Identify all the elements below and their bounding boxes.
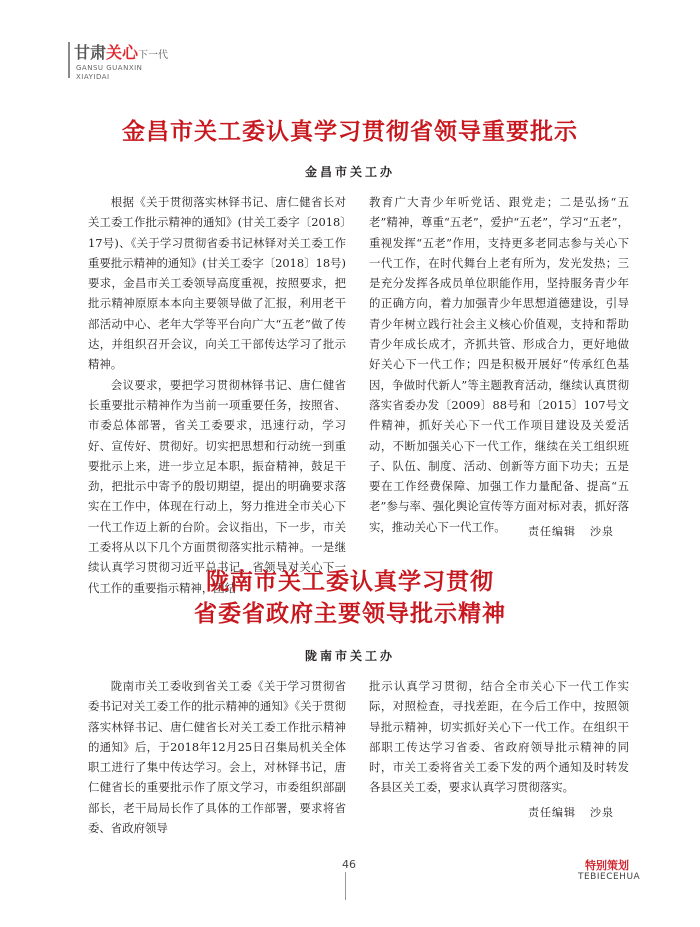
article2-column-right — [369, 676, 629, 798]
article2-editor-credit — [528, 804, 614, 820]
article1-author: 金昌市关工办 — [304, 165, 395, 179]
editor-name: 沙泉 — [590, 525, 614, 538]
article1-paragraph-1: 根据《关于贯彻落实林铎书记、唐仁健省长对关工委工作批示精神的通知》(甘关工委字〔2018〕17号)、《关于学习贯彻省委书记林铎对关工委工作重要批示精神的通知》(甘关工委字〔2018〕18号)要求，金昌市关工委领导高度重视，按照要求，把批示精神原原本本向主要领导做了汇报，利用老干部活动中心、老年大学等平台向广大“五老”做了传达，并组织召开会议，向关工干部传达学习了批示精神。 — [88, 195, 346, 372]
article1-paragraph-3: 教育广大青少年听党话、跟党走；二是弘扬“五老”精神，尊重“五老”，爱护“五老”，学习“五老”，重视发挥“五老”作用，支持更多老同志参与关心下一代工作，在时代舞台上老有所为，发光发热；三是充分发挥各成员单位职能作用，坚持服务青少年的正确方向，着力加强青少年思想道德建设，引导青少年树立践行社会主义核心价值观，支持和帮助青少年成长成才，齐抓共管、形成合力，更好地做好关心下一代工作；四是积极开展好“传承红色基因，争做时代新人”等主题教育活动，继续认真贯彻落实省委办发〔2009〕88号和〔2015〕107号文件精神，抓好关心下一代工作项目建设及关爱活动，不断加强关心下一代工作，继续在关工组织班子、队伍、制度、活动、创新等方面下功夫；五是要在工作经费保障、加强工作力量配备、提高“五老”参与率、强化舆论宣传等方面对标对表，抓好落实，推动关心下一代工作。 — [369, 195, 629, 534]
logo-pinyin-line-2: XIAYIDAI — [76, 73, 110, 81]
article1-column-right — [369, 192, 629, 537]
logo-divider — [68, 42, 70, 78]
article1-paragraph-2: 会议要求，要把学习贯彻林铎书记、唐仁健省长重要批示精神作为当前一项重要任务，按照省、市委总体部署，省关工委要求，迅速行动，学习好、宣传好、贯彻好。切实把思想和行动统一到重要批示上来，进一步立足本职，振奋精神，鼓足干劲，把批示中寄予的殷切期望，提出的明确要求落实在工作中，体现在行动上，努力推进全市关心下一代工作迈上新的台阶。会议指出，下一步，市关工委将从以下几个方面贯彻落实批示精神。一是继续认真学习贯彻习近平总书记、省领导对关心下一代工作的重要指示精神，团结 — [88, 377, 346, 595]
logo-pinyin-line-1: GANSU GUANXIN — [76, 64, 143, 72]
article1-column-left — [88, 192, 346, 598]
editor-name: 沙泉 — [590, 806, 614, 819]
article2-title-line-1: 陇南市关工委认真学习贯彻 — [206, 568, 494, 595]
logo-wordmark: 甘肃关心下一代 — [74, 43, 169, 62]
section-pinyin: TEBIECEHUA — [578, 872, 641, 882]
article2-paragraph-1: 陇南市关工委收到省关工委《关于学习贯彻省委书记对关工委工作的批示精神的通知》《关于贯彻落实林铎书记、唐仁健省长对关工委工作批示精神的通知》后，于2018年12月25日召集局机关全体职工进行了集中传达学习。会上，对林铎书记，唐仁健省长的重要批示作了原文学习，市委组织部副部长，老干局局长作了具体的工作部署，要求将省委、省政府领导 — [88, 679, 346, 836]
article2-paragraph-2: 批示认真学习贯彻，结合全市关心下一代工作实际，对照检查，寻找差距，在今后工作中，按照领导批示精神，切实抓好关心下一代工作。在组织干部职工传达学习省委、省政府领导批示精神的同时，市关工委将省关工委下发的两个通知及时转发各县区关工委，要求认真学习贯彻落实。 — [369, 679, 629, 795]
footer-divider — [345, 872, 346, 900]
section-name: 特别策划 — [585, 859, 629, 872]
article1-title: 金昌市关工委认真学习贯彻省领导重要批示 — [122, 118, 578, 145]
article2-title-line-2: 省委省政府主要领导批示精神 — [194, 600, 506, 627]
magazine-logo — [56, 40, 176, 100]
article2-author: 陇南市关工办 — [304, 649, 395, 663]
article2-column-left — [88, 676, 346, 838]
article1-editor-credit — [528, 523, 614, 539]
editor-label: 责任编辑 — [528, 525, 576, 538]
editor-label: 责任编辑 — [528, 806, 576, 819]
page-number: 46 — [342, 858, 356, 871]
